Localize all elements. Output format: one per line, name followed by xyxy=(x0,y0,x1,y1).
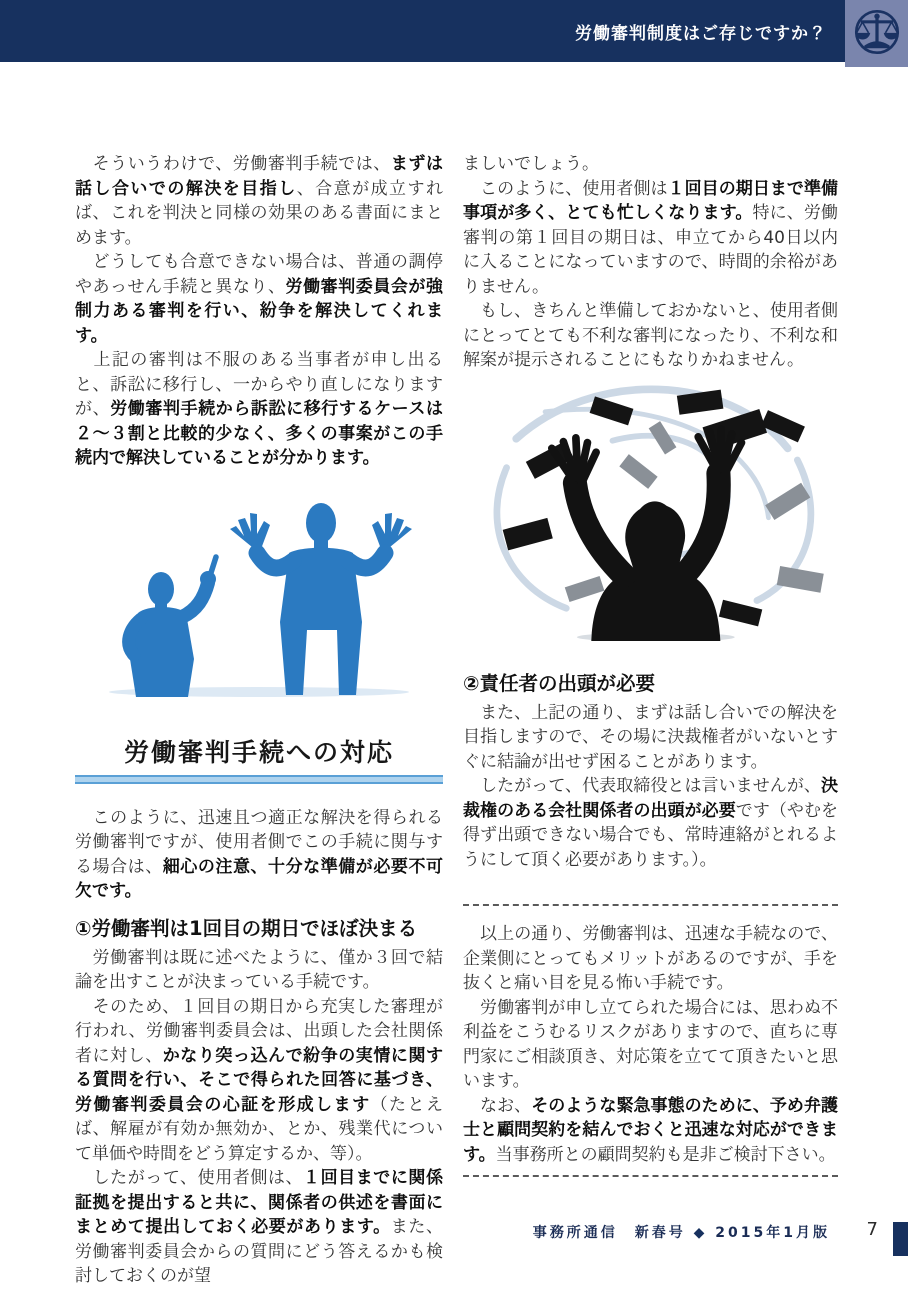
diamond-icon: ◆ xyxy=(693,1225,708,1241)
header-bar xyxy=(0,0,845,62)
page-number: 7 xyxy=(866,1219,878,1240)
paragraph-sub1-3: したがって、使用者側は、１回目までに関係証拠を提出すると共に、関係者の供述を書面にまとめて提出しておく必要があります。また、労働審判委員会からの質問にどう答えるかも検討しておくのが望 xyxy=(75,1168,444,1286)
paragraph-sub2-2: したがって、代表取締役とは言いませんが、決裁権のある会社関係者の出頭が必要です（やむを得ず出頭できない場合でも、常時連絡がとれるようにして頂く必要があります。）。 xyxy=(463,776,839,870)
header-icon-box xyxy=(845,0,908,67)
paragraph-cont-1: ましいでしょう。 xyxy=(463,154,599,174)
paragraph-response-intro: このように、迅速且つ適正な解決を得られる労働審判ですが、使用者側でこの手続に関与する場合は、細心の注意、十分な準備が必要不可欠です。 xyxy=(75,807,443,901)
dashed-divider-bottom xyxy=(463,1175,838,1177)
footer-edition: 2015年1月版 xyxy=(715,1225,830,1241)
footer-publication: 事務所通信 新春号 xyxy=(532,1225,686,1241)
paragraph-cont-3: もし、きちんと準備しておかないと、使用者側にとってとても不利な審判になったり、不利な和解案が提示されることにもなりかねません。 xyxy=(463,301,838,370)
section-heading: 労働審判手続への対応 xyxy=(123,737,394,767)
sub-heading-2: ②責任者の出頭が必要 xyxy=(463,671,656,695)
paragraph-sub2-1: また、上記の通り、まずは話し合いでの解決を目指しますので、その場に決裁権者がいないとすぐに結論が出せず困ることがあります。 xyxy=(463,702,838,772)
page-header-title: 労働審判制度はご存じですか？ xyxy=(575,23,827,44)
footer-publication-line xyxy=(533,1222,830,1242)
paragraph-intro-3: 上記の審判は不服のある当事者が申し出ると、訴訟に移行し、一からやり直しになりますが、労働審判手続から訴訟に移行するケースは２～３割と比較的少なく、多くの事案がこの手続内で解決していることが分かります。 xyxy=(75,350,443,468)
left-column xyxy=(75,152,443,1289)
paragraph-sub1-1: 労働審判は既に述べたように、僅か３回で結論を出すことが決まっている手続です。 xyxy=(75,947,443,992)
paragraph-intro-2: どうしても合意できない場合は、普通の調停やあっせん手続と異なり、労働審判委員会が強制力ある審判を行い、紛争を解決してくれます。 xyxy=(75,252,443,346)
paragraph-intro-1: そういうわけで、労働審判手続では、まずは話し合いでの解決を目指し、合意が成立すれば、これを判決と同様の効果のある書面にまとめます。 xyxy=(75,154,444,248)
two-businessmen-blue-silhouette xyxy=(89,497,429,697)
corner-accent-block xyxy=(893,1222,908,1256)
paragraph-conclusion-1: 以上の通り、労働審判は、迅速な手続なので、企業側にとってもメリットがあるのですが、手を抜くと痛い目を見る怖い手続です。 xyxy=(463,924,838,993)
man-throwing-papers-silhouette xyxy=(471,381,831,641)
paragraph-sub1-2: そのため、１回目の期日から充実した審理が行われ、労働審判委員会は、出頭した会社関係者に対し、かなり突っ込んで紛争の実情に関する質問を行い、そこで得られた回答に基づき、労働審判委員会の心証を形成します（たとえば、解雇が有効か無効か、とか、残業代について単価や時間をどう算定するか、等）。 xyxy=(75,996,443,1164)
scales-of-justice-icon xyxy=(850,4,904,64)
paragraph-conclusion-3: なお、そのような緊急事態のために、予め弁護士と顧問契約を結んでおくと迅速な対応ができます。当事務所との顧問契約も是非ご検討下さい。 xyxy=(463,1095,839,1165)
paragraph-conclusion-2: 労働審判が申し立てられた場合には、思わぬ不利益をこうむるリスクがありますので、直ちに専門家にご相談頂き、対応策を立てて頂きたいと思います。 xyxy=(463,997,838,1091)
paragraph-cont-2: このように、使用者側は１回目の期日まで準備事項が多く、とても忙しくなります。特に、労働審判の第１回目の期日は、申立てから40日以内に入ることになっていますので、時間的余裕がありません。 xyxy=(463,178,839,297)
heading-rule xyxy=(75,775,443,784)
right-column xyxy=(463,152,838,1177)
dashed-divider-top xyxy=(463,904,838,906)
sub-heading-1: ①労働審判は1回目の期日でほぼ決まる xyxy=(75,916,418,940)
